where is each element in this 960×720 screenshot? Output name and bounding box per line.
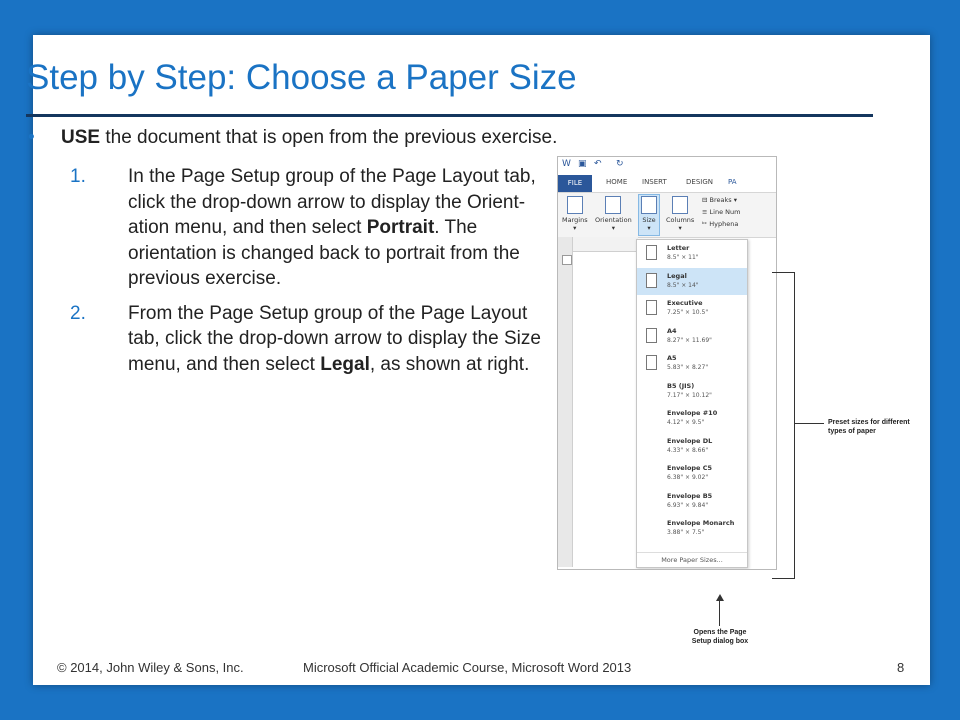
title-divider [26, 114, 873, 117]
size-name: B5 (JIS) [667, 381, 695, 390]
page-icon [646, 355, 657, 370]
size-name: Envelope B5 [667, 491, 713, 500]
step-text-bold: Portrait [366, 217, 435, 238]
undo-icon[interactable]: ↶ [594, 159, 602, 169]
tab-file[interactable]: FILE [558, 175, 592, 192]
size-dims: 8.5" × 14" [667, 281, 699, 289]
orientation-button[interactable]: Orientation ▾ [595, 196, 632, 232]
breaks-label: Breaks [709, 196, 732, 204]
size-name: Legal [667, 271, 687, 280]
arrow-up-icon [716, 594, 724, 601]
step-text [128, 301, 560, 378]
footer-copyright: © 2014, John Wiley & Sons, Inc. [57, 660, 244, 675]
steps-list [70, 164, 560, 386]
size-dims: 6.38" × 9.02" [667, 474, 709, 481]
more-paper-sizes-link[interactable]: More Paper Sizes... [637, 552, 747, 567]
redo-icon[interactable]: ↻ [616, 159, 624, 169]
tab-insert[interactable]: INSERT [642, 178, 667, 186]
margins-icon [567, 196, 583, 214]
size-dims: 3.88" × 7.5" [667, 529, 705, 536]
horizontal-ruler [572, 237, 638, 252]
size-name: Envelope C5 [667, 464, 713, 472]
tab-home[interactable]: HOME [606, 178, 628, 186]
step-number: 1. [70, 166, 86, 187]
margins-button[interactable]: Margins ▾ [562, 196, 588, 232]
size-option-executive[interactable] [637, 295, 747, 323]
size-name: Envelope #10 [667, 409, 718, 417]
columns-button[interactable]: Columns ▾ [666, 196, 694, 232]
breaks-button[interactable]: ⊟ Breaks ▾ [702, 196, 737, 204]
size-option-envelope-c5[interactable] [637, 460, 747, 488]
size-name: Letter [667, 244, 690, 252]
page-icon [646, 328, 657, 343]
page-icon [646, 300, 657, 315]
line-numbers-button[interactable]: ≡ Line Num [702, 208, 741, 216]
size-icon [641, 196, 657, 214]
margins-label: Margins [562, 216, 588, 224]
preset-annotation: Preset sizes for different types of paper [828, 419, 910, 435]
size-option-envelope-dl[interactable] [637, 433, 747, 461]
size-option-b5-jis[interactable] [637, 378, 747, 406]
line-numbers-label: Line Num [709, 208, 741, 216]
size-dims: 7.25" × 10.5" [667, 309, 709, 316]
size-name: A5 [667, 354, 677, 362]
paper-size-menu [636, 239, 748, 568]
tab-selector[interactable] [562, 255, 572, 265]
size-dims: 6.93" × 9.84" [667, 501, 709, 509]
size-option-envelope-monarch[interactable] [637, 515, 747, 543]
preset-bracket [772, 272, 795, 579]
footer-page-number: 8 [897, 660, 905, 675]
word-screenshot [557, 156, 777, 570]
hyphenation-label: Hyphena [709, 220, 739, 228]
size-button[interactable]: Size ▾ [638, 194, 660, 236]
hyphenation-button[interactable]: ᵇᶜ Hyphena [702, 220, 739, 228]
step-item [70, 301, 560, 378]
use-keyword: USE [61, 127, 101, 148]
preset-callout-line [794, 423, 824, 424]
page-setup-ribbon [558, 193, 776, 238]
size-name: Envelope Monarch [667, 519, 735, 527]
columns-label: Columns [666, 216, 695, 224]
size-dims: 8.27" × 11.69" [667, 336, 712, 344]
tab-design[interactable]: DESIGN [686, 178, 713, 186]
orientation-label: Orientation [595, 216, 632, 224]
size-label: Size [642, 216, 656, 224]
size-option-a4[interactable] [637, 323, 747, 351]
step-text [128, 164, 560, 292]
size-dims: 5.83" × 8.27" [667, 364, 709, 371]
bullet-dot-icon: • [28, 127, 35, 148]
size-option-legal[interactable] [637, 268, 747, 296]
slide-title: Step by Step: Choose a Paper Size [26, 58, 577, 97]
page-icon [646, 273, 657, 288]
size-option-a5[interactable] [637, 350, 747, 378]
use-text: the document that is open from the previous exercise. [100, 127, 558, 148]
step-text-part: , as shown at right. [369, 353, 530, 375]
size-dims: 8.5" × 11" [667, 254, 699, 261]
footer-course: Microsoft Official Academic Course, Microsoft Word 2013 [303, 660, 632, 675]
opens-annotation: Opens the Page Setup dialog box [691, 629, 749, 645]
step-text-part: In the Page Setup group of the Page Layout tab, click the drop-down arrow to display the Orient-ation menu, and then select [128, 166, 536, 238]
size-dims: 4.12" × 9.5" [667, 419, 705, 426]
size-option-letter[interactable] [637, 240, 747, 268]
page-icon [646, 245, 657, 260]
opens-callout-line [719, 600, 720, 626]
tab-page-layout[interactable]: PA [728, 178, 737, 186]
size-dims: 7.17" × 10.12" [667, 391, 712, 399]
size-dims: 4.33" × 8.66" [667, 446, 709, 454]
step-text-part: . The orientation is changed back to portrait from the previous exercise. [128, 217, 520, 289]
step-text-part: From the Page Setup group of the Page Layout tab, click the drop-down arrow to display the Size menu, and then select [128, 302, 541, 375]
orientation-icon [605, 196, 621, 214]
use-bullet [28, 127, 808, 149]
ribbon-tabs [558, 175, 776, 193]
step-item [70, 164, 560, 292]
vertical-ruler [558, 237, 573, 567]
word-logo-icon: W [562, 159, 571, 169]
size-option-envelope-b5[interactable] [637, 488, 747, 516]
save-icon[interactable]: ▣ [578, 159, 587, 169]
size-name: Executive [667, 299, 703, 307]
step-number: 2. [70, 302, 86, 324]
size-name: A4 [667, 326, 677, 335]
step-text-bold: Legal [320, 353, 370, 375]
quick-access-toolbar [558, 157, 776, 175]
size-option-envelope-10[interactable] [637, 405, 747, 433]
size-name: Envelope DL [667, 436, 713, 445]
columns-icon [672, 196, 688, 214]
